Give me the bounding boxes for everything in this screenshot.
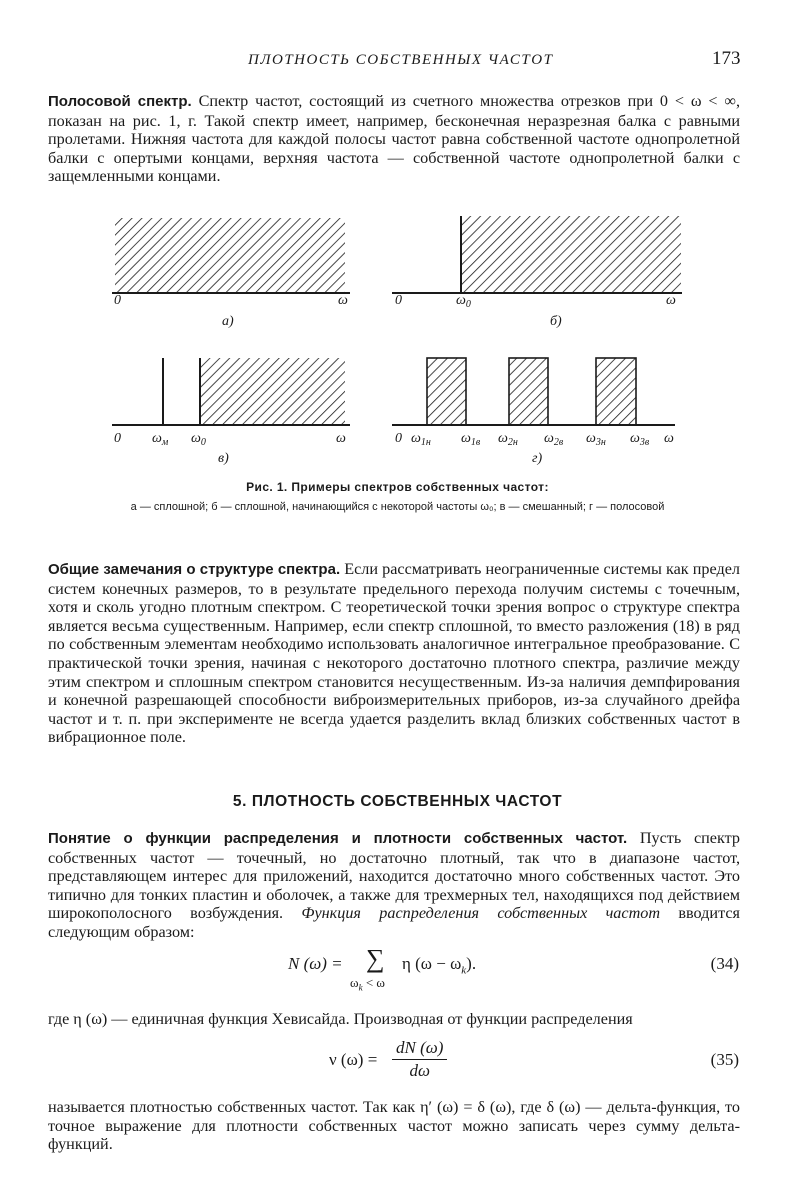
eq34-number: (34) (710, 954, 739, 973)
panel-d-omega: ω (664, 431, 674, 446)
paragraph-text: называется плотностью собственных частот. Так как η′ (ω) = δ (ω), где δ (ω) — дельта-функция, то точное выражение для плотности собственных частот можно записать через сумму дельта-функций. (48, 1098, 740, 1154)
eq35-numerator: dN (ω) (392, 1038, 447, 1060)
figure-caption-body: а — сплошной; б — сплошной, начинающийся с некоторой частоты ω₀; в — смешанный; г — полосовой (130, 501, 665, 513)
panel-c-omega: ω (336, 431, 346, 446)
panel-c-omegaM: $\omega_м$ (152, 431, 169, 448)
panel-a-tag: а) (222, 314, 234, 329)
paragraph-lead: Общие замечания о структуре спектра. (48, 561, 341, 578)
panel-d-band-1 (427, 358, 466, 425)
paragraph-lead: Полосовой спектр. (48, 93, 192, 110)
panel-d-label-2: $\omega_{1в}$ (461, 431, 481, 448)
paragraph-text: где η (ω) — единичная функция Хевисайда. Производная от функции распределения (48, 1010, 633, 1028)
panel-d-band-3 (596, 358, 636, 425)
eq35-number: (35) (710, 1050, 739, 1069)
panel-b-zero: 0 (395, 293, 402, 308)
eq35-fraction (392, 1038, 447, 1081)
eq34-sum-index: $\omega_k < \omega$ (350, 975, 385, 993)
panel-b-tag: б) (550, 314, 562, 329)
panel-a-zero: 0 (114, 293, 121, 308)
header-title: ПЛОТНОСТЬ СОБСТВЕННЫХ ЧАСТОТ (248, 52, 554, 68)
figure-caption-title: Рис. 1. Примеры спектров собственных частот: (246, 480, 549, 494)
paragraph-density (48, 1098, 740, 1154)
panel-c-omega0: $\omega_0$ (191, 431, 206, 448)
panel-b-continuous-from-omega0 (392, 216, 682, 329)
panel-a-continuous (112, 218, 350, 329)
panel-a-omega: ω (338, 293, 348, 308)
panel-d-label-5: $\omega_{3н}$ (586, 431, 606, 448)
eq34-rhs: η $(\omega - \omega_k)$. (402, 954, 477, 977)
paragraph-distribution-function (48, 829, 740, 942)
eq35-denominator: dω (409, 1061, 430, 1080)
panel-d-label-6: $\omega_{3в}$ (630, 431, 650, 448)
panel-b-hatched-band (461, 216, 681, 293)
running-header (0, 48, 795, 74)
panel-d-zero: 0 (395, 431, 402, 446)
panel-c-hatched-band (200, 358, 345, 425)
section-heading: 5. ПЛОТНОСТЬ СОБСТВЕННЫХ ЧАСТОТ (232, 793, 563, 810)
panel-d-band-2 (509, 358, 548, 425)
paragraph-band-spectrum (48, 92, 740, 186)
panel-c-zero: 0 (114, 431, 121, 446)
panel-b-omega: ω (666, 293, 676, 308)
equation-34 (0, 944, 795, 998)
paragraph-general-remarks (48, 560, 740, 747)
page-number: 173 (712, 48, 741, 69)
paragraph-text-end: вводится следующим образом: (48, 904, 740, 941)
figure-spectra (100, 210, 700, 478)
panel-d-label-4: $\omega_{2в}$ (544, 431, 564, 448)
paragraph-lead: Понятие о функции распределения и плотности собственных частот. (48, 830, 628, 847)
equation-35 (0, 1038, 795, 1084)
panel-d-band (392, 358, 675, 466)
panel-b-omega0: $\omega_0$ (456, 293, 471, 310)
panel-c-tag: в) (218, 451, 229, 466)
paragraph-italic-term: Функция распределения собственных частот (301, 904, 661, 923)
panel-d-label-3: $\omega_{2н}$ (498, 431, 518, 448)
paragraph-heaviside (48, 1010, 740, 1029)
eq34-sum-sign: ∑ (366, 944, 385, 973)
paragraph-text: Если рассматривать неограниченные системы как предел систем конечных размеров, то в результате предельного перехода получим системы с точечным, хотя и сколь угодно плотным спектром. С теоретической точки зрения вопрос о структуре спектра является весьма существенным. Например, если спектр сплошной, то вместо разложения (18) в ряд по собственным элементам необходимо использовать аналогичное интегральное преобразование. С практической точки зрения, начиная с некоторого достаточно плотного спектра, различие между этим спектром и сплошным спектром становится несущественным. Из-за наличия демпфирования и конечной разрешающей способности виброизмерительных приборов, из-за случайного дрейфа частот и т. п. при эксперименте не всегда удается разделить вклад близких собственных частот в вибрационное поле. (48, 560, 740, 747)
panel-d-label-1: $\omega_{1н}$ (411, 431, 431, 448)
panel-a-hatched-band (115, 218, 345, 293)
paragraph-text: Спектр частот, состоящий из счетного множества отрезков при 0 < ω < ∞, показан на рис. 1, г. Такой спектр имеет, например, бесконечная неразрезная балка с равными пролетами. Нижняя частота для каждой полосы частот равна собственной частоте однопролетной балки с опертыми концами, верхняя частота — собственной частоте однопролетной балки с защемленными концами. (48, 92, 741, 186)
paragraph-text: Пусть спектр собственных частот — точечный, но достаточно плотный, так что в диапазоне частот, представляющем интерес для приложений, находится достаточно много собственных частот. Это типично для тонких пластин и оболочек, а также для трехмерных тел, находящихся под действием широкополосного возбуждения. (48, 829, 740, 923)
eq34-lhs: N (ω) = (288, 954, 343, 973)
panel-c-mixed (112, 358, 350, 466)
panel-d-tag: г) (532, 451, 543, 466)
spectra-figure-svg (100, 210, 700, 478)
eq35-lhs: ν (ω) = (329, 1050, 378, 1069)
